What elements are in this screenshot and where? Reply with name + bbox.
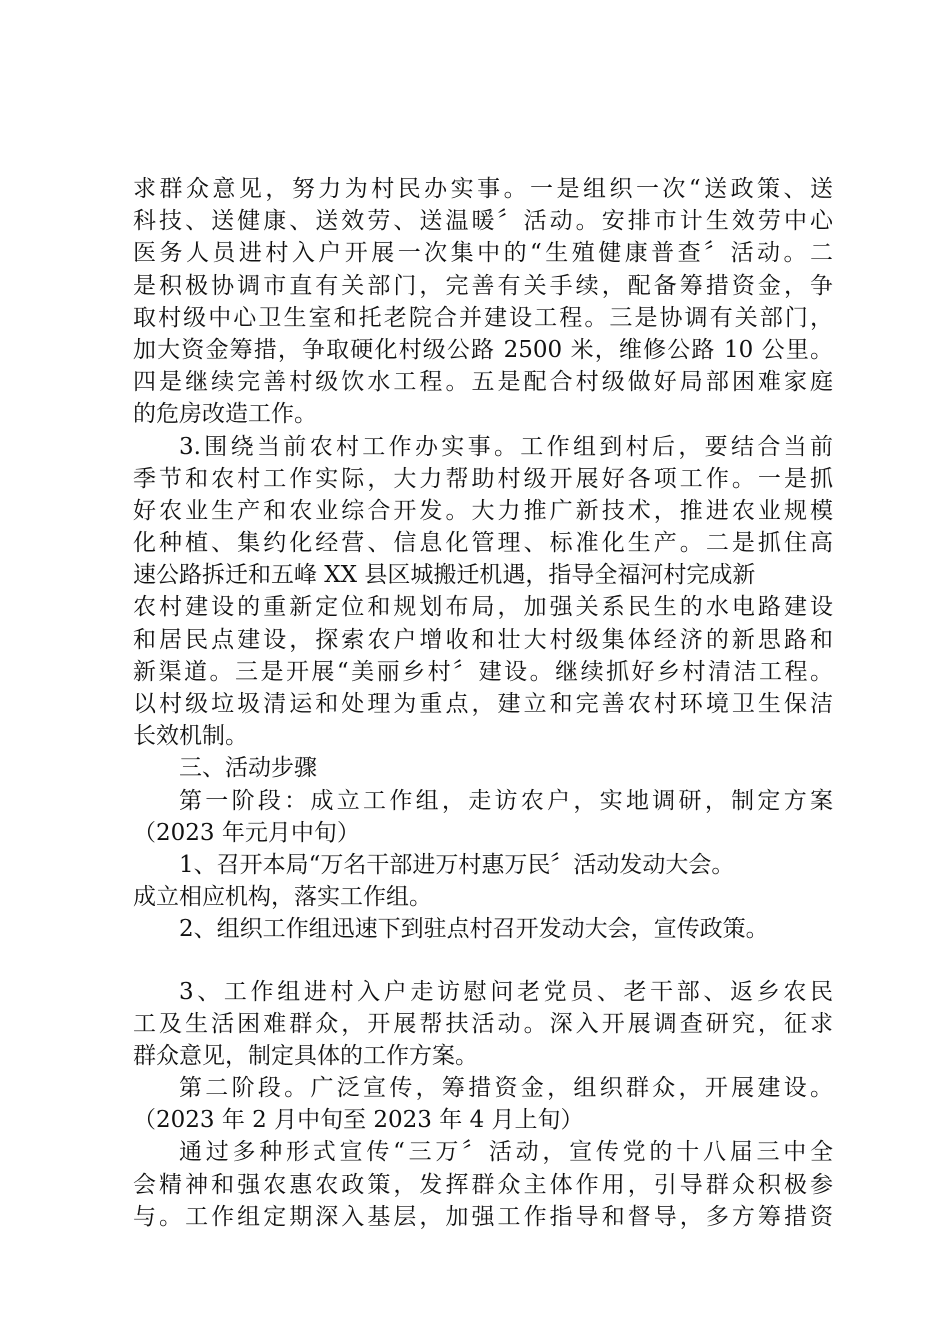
- text-line: 科技、送健康、送效劳、送温暖〞活动。安排市计生效劳中心: [133, 208, 833, 235]
- text-line: 农村建设的重新定位和规划布局，加强关系民生的水电路建设: [133, 594, 833, 621]
- text-line: 长效机制。: [133, 723, 248, 750]
- text-line: 的危房改造工作。: [133, 401, 317, 428]
- text-line: 加大资金筹措，争取硬化村级公路 2500 米，维修公路 10 公里。: [133, 336, 833, 363]
- text-line: 3、工作组进村入户走访慰问老党员、老干部、返乡农民: [179, 978, 833, 1005]
- text-line: 工及生活困难群众，开展帮扶活动。深入开展调查研究，征求: [133, 1010, 833, 1037]
- text-line: 第二阶段。广泛宣传，筹措资金，组织群众，开展建设。: [179, 1075, 833, 1102]
- text-line: 季节和农村工作实际，大力帮助村级开展好各项工作。一是抓: [133, 465, 833, 492]
- text-line: 求群众意见，努力为村民办实事。一是组织一次“送政策、送: [133, 176, 833, 202]
- text-line: 三、活动步骤: [179, 755, 317, 782]
- text-line: 群众意见，制定具体的工作方案。: [133, 1042, 478, 1069]
- text-line: 化种植、集约化经营、信息化管理、标准化生产。二是抓住高: [133, 530, 833, 557]
- text-line: 第一阶段：成立工作组，走访农户，实地调研，制定方案: [179, 787, 833, 814]
- text-line: （2023 年元月中旬）: [133, 819, 360, 846]
- text-line: 新渠道。三是开展“美丽乡村〞建设。继续抓好乡村清洁工程。: [133, 658, 833, 685]
- text-line: （2023 年 2 月中旬至 2023 年 4 月上旬）: [133, 1107, 584, 1134]
- text-line: 和居民点建设，探索农户增收和壮大村级集体经济的新思路和: [133, 626, 833, 653]
- text-line: 以村级垃圾清运和处理为重点，建立和完善农村环境卫生保洁: [133, 691, 833, 717]
- text-line: 好农业生产和农业综合开发。大力推广新技术，推进农业规模: [133, 497, 833, 524]
- text-line: 四是继续完善村级饮水工程。五是配合村级做好局部困难家庭: [133, 369, 833, 396]
- text-line: 速公路拆迁和五峰 XX 县区城搬迁机遇，指导全福河村完成新: [133, 562, 756, 589]
- text-line: 取村级中心卫生室和托老院合并建设工程。三是协调有关部门，: [133, 304, 833, 331]
- text-line: 与。工作组定期深入基层，加强工作指导和督导，多方筹措资: [133, 1203, 833, 1230]
- text-line: 是积极协调市直有关部门，完善有关手续，配备筹措资金，争: [133, 272, 833, 299]
- text-line: 2、组织工作组迅速下到驻点村召开发动大会，宣传政策。: [179, 916, 769, 943]
- text-line: 成立相应机构，落实工作组。: [133, 884, 432, 911]
- text-line: 通过多种形式宣传“三万〞活动，宣传党的十八届三中全: [179, 1139, 833, 1166]
- text-line: 会精神和强农惠农政策，发挥群众主体作用，引导群众积极参: [133, 1171, 833, 1198]
- text-line: 3.围绕当前农村工作办实事。工作组到村后，要结合当前: [179, 433, 833, 460]
- document-body: [133, 173, 833, 1233]
- text-line: 1、召开本局“万名干部进万村惠万民〞活动发动大会。: [179, 851, 735, 878]
- text-line: 医务人员进村入户开展一次集中的“生殖健康普查〞活动。二: [133, 240, 833, 267]
